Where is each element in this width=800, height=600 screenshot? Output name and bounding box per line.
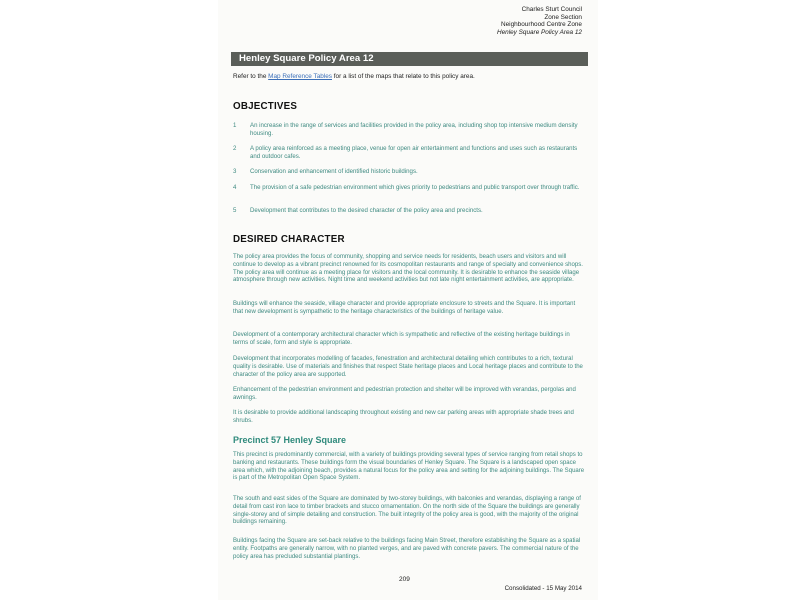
zone-name: Neighbourhood Centre Zone: [500, 21, 582, 29]
precinct-paragraph: This precinct is predominantly commercial, with a variety of buildings providing several types of service ranging from retail shops to banking and restaurants. These buildings form the visual boundaries of Henley Square. The Square is a landscaped open space area which, with the adjoining beach, provides a natural focus for the policy area and setting for the adjoining buildings. The Square is part of the Metropolitan Open Space System.: [233, 452, 585, 482]
page-number: 209: [399, 576, 410, 583]
council-name: Charles Sturt Council: [521, 6, 582, 13]
map-reference-note: Refer to the Map Reference Tables for a list of the maps that relate to this policy area.: [233, 73, 475, 80]
page-title: Henley Square Policy Area 12: [231, 52, 588, 66]
document-page: Charles Sturt Council Zone Section Neighbourhood Centre Zone Henley Square Policy Area 12 Henley Square Policy Area 12 Refer to the Map Reference Tables for a list of the maps that relate to this policy area. OBJECTIVES 1 An increase in the range of services and facilities provided in the policy area, including shop top intensive medium density housing. 2 A policy area reinforced as a meeting place, venue for open air entertainment and functions and uses such as restaurants and outdoor cafes. 3 Conservation and enhancement of identified historic buildings. 4 The provision of a safe pedestrian environment which gives priority to pedestrians and public transport over through traffic. 5 Development that contributes to the desired character of the policy area and precincts. DESIRED CHARACTER The policy area provides the focus of community, shopping and service needs for residents, beach users and visitors and will continue to develop as a vibrant precinct renowned for its cosmopolitan restaurants and range of specialty and convenience shops. The policy area will continue as a meeting place for visitors and the local community. It is desirable to enhance the seaside village atmosphere through new activities. Night time and weekend activities but not late night entertainment activities, are appropriate. Buildings will enhance the seaside, village character and provide appropriate enclosure to streets and the Square. It is important that new development is sympathetic to the heritage characteristics of the buildings of heritage value. Development of a contemporary architectural character which is sympathetic and reflective of the existing heritage buildings in terms of scale, form and style is appropriate. Development that incorporates modelling of facades, fenestration and architectural detailing which contributes to a rich, textural quality is desirable. Use of materials and finishes that respect State heritage places and Local heritage places and contribute to the character of the policy area are supported. Enhancement of the pedestrian environment and pedestrian protection and shelter will be improved with verandas, pergolas and awnings. It is desirable to provide additional landscaping throughout existing and new car parking areas with appropriate shade trees and shrubs. Precinct 57 Henley Square This precinct is predominantly commercial, with a variety of buildings providing several types of service ranging from retail shops to banking and restaurants. These buildings form the visual boundaries of Henley Square. The Square is a landscaped open space area which, with the adjoining beach, provides a natural focus for the policy area and setting for the adjoining buildings. The Square is part of the Metropolitan Open Space System. The south and east sides of the Square are dominated by two-storey buildings, with balconies and verandas, displaying a range of detail from cast iron lace to timber brackets and stucco ornamentation. On the north side of the Square the buildings are generally single-storey and of simple detailing and construction. The built integrity of the policy area is good, with the majority of the original buildings remaining. Buildings facing the Square are set-back relative to the buildings facing Main Street, therefore establishing the Square as a spatial entity. Footpaths are generally narrow, with no planted verges, and are paved with concrete pavers. The commercial nature of the policy area has precluded substantial plantings. 209 Consolidated - 15 May 2014: [218, 0, 598, 600]
desired-character-heading: DESIRED CHARACTER: [233, 234, 345, 245]
consolidated-date: Consolidated - 15 May 2014: [504, 585, 582, 592]
character-paragraph: Development of a contemporary architectural character which is sympathetic and reflective of the existing heritage buildings in terms of scale, form and style is appropriate.: [233, 332, 570, 346]
map-reference-tables-link[interactable]: Map Reference Tables: [268, 73, 332, 80]
zone-section: Zone Section: [544, 13, 582, 21]
character-paragraph: Development that incorporates modelling of facades, fenestration and architectural detailing which contributes to a rich, textural quality is desirable. Use of materials and finishes that respect State heritage places and Local heritage places and contribute to the character of the policy area are supported.: [233, 356, 583, 378]
character-paragraph: It is desirable to provide additional landscaping throughout existing and new car parking areas with appropriate shade trees and shrubs.: [233, 410, 574, 424]
objectives-heading: OBJECTIVES: [233, 101, 298, 112]
document-header: [497, 6, 582, 36]
precinct-paragraph: Buildings facing the Square are set-back relative to the buildings facing Main Street, therefore establishing the Square as a spatial entity. Footpaths are generally narrow, with no planted verges, and are paved with concrete pavers. The commercial nature of the policy area has precluded substantial plantings.: [233, 538, 581, 560]
character-paragraph: Buildings will enhance the seaside, village character and provide appropriate enclosure to streets and the Square. It is important that new development is sympathetic to the heritage characteristics of the buildings of heritage value.: [233, 301, 576, 315]
precinct-heading: Precinct 57 Henley Square: [233, 435, 347, 445]
character-paragraph: Enhancement of the pedestrian environment and pedestrian protection and shelter will be improved with verandas, pergolas and awnings.: [233, 387, 576, 401]
policy-area-name: Henley Square Policy Area 12: [496, 28, 582, 36]
precinct-paragraph: The south and east sides of the Square are dominated by two-storey buildings, with balconies and verandas, displaying a range of detail from cast iron lace to timber brackets and stucco ornamentation. On the north side of the Square the buildings are generally single-storey and of simple detailing and construction. The built integrity of the policy area is good, with the majority of the original buildings remaining.: [233, 496, 581, 526]
character-paragraph: The policy area provides the focus of community, shopping and service needs for residents, beach users and visitors and will continue to develop as a vibrant precinct renowned for its cosmopolitan restaurants and range of specialty and convenience shops. The policy area will continue as a meeting place for visitors and the local community. It is desirable to enhance the seaside village atmosphere through new activities. Night time and weekend activities but not late night entertainment activities, are appropriate.: [233, 254, 583, 284]
